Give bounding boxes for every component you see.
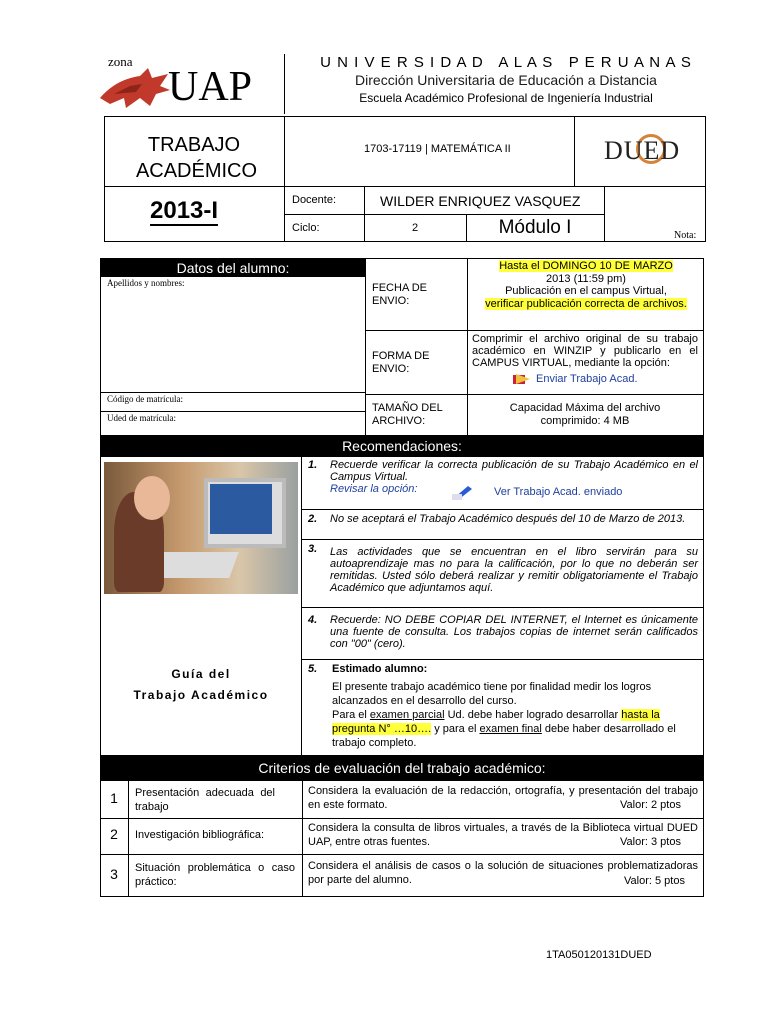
- modulo-label: Módulo I: [498, 217, 572, 238]
- tamano-text: Capacidad Máxima del archivo comprimido: 4 MB: [509, 402, 661, 427]
- send-icon: [512, 372, 532, 386]
- fecha-text: Hasta el DOMINGO 10 DE MARZO 2013 (11:59 pm) Publicación en el campus Virtual, verificar publicación correcta de archivos.: [485, 260, 687, 310]
- student-section-title: Datos del alumno:: [101, 259, 365, 277]
- griffin-icon: [96, 64, 174, 114]
- uded-label: Uded de matrícula:: [107, 413, 176, 423]
- title-line1: TRABAJO: [147, 134, 241, 156]
- recommendation-4: 4. Recuerde: NO DEBE COPIAR DEL INTERNET, el Internet es únicamente una fuente de consulta. Los trabajos copias de internet serán calificados con "00" (cero).: [302, 608, 704, 660]
- estimado-title: Estimado alumno:: [332, 663, 428, 675]
- year-label: 2013-I: [150, 197, 219, 224]
- recommendation-1: 1. Recuerde verificar la correcta publicación de su Trabajo Académico en el Campus Virtual. Revisar la opción: Ver Trabajo Acad. enviado: [302, 456, 704, 510]
- recommendation-3: 3. Las actividades que se encuentran en el libro servirán para su autoaprendizaje mas no para la calificación, por lo que no deberán ser remitidas. Usted sólo deberá realizar y remitir obligatoriamente el Trabajo Académico que adjuntamos aquí.: [302, 540, 704, 608]
- forma-label: FORMA DE ENVIO:: [372, 350, 430, 375]
- logo-prefix: zona: [108, 54, 133, 69]
- direction-name: Dirección Universitaria de Educación a Distancia: [355, 72, 657, 88]
- school-name: Escuela Académico Profesional de Ingeniería Industrial: [359, 91, 653, 105]
- docente-label: Docente:: [292, 194, 337, 206]
- logo-text: UAP: [168, 64, 253, 110]
- criteria-row: 1 Presentación adecuada del trabajo Considera la evaluación de la redacción, ortografía, y presentación del trabajo en este formato. Valor: 2 ptos: [110, 785, 698, 813]
- university-name: U N I V E R S I D A D A L A S P E R U A N A S: [320, 54, 692, 71]
- uap-logo: [96, 52, 276, 116]
- enviar-trabajo-button[interactable]: Enviar Trabajo Acad.: [512, 372, 652, 388]
- guide-title: Guía del Trabajo Académico: [133, 667, 269, 702]
- recommendation-2: 2. No se aceptará el Trabajo Académico después del 10 de Marzo de 2013.: [302, 510, 704, 540]
- fecha-label: FECHA DE ENVIO:: [372, 282, 428, 307]
- docente-value: WILDER ENRIQUEZ VASQUEZ: [380, 193, 581, 209]
- criteria-row: 2 Investigación bibliográfica: Considera la consulta de libros virtuales, a través de la Biblioteca virtual DUED UAP, entre otras fuentes. Valor: 3 ptos: [110, 822, 698, 848]
- pen-icon: [452, 484, 474, 500]
- criteria-row: 3 Situación problemática o caso práctico: Considera el análisis de casos o la solución de situaciones problematizadoras por parte del alumno. Valor: 5 ptos: [110, 860, 698, 888]
- names-label: Apellidos y nombres:: [107, 278, 185, 288]
- ciclo-label: Ciclo:: [292, 222, 320, 234]
- title-line2: ACADÉMICO: [135, 160, 258, 182]
- course-code: 1703-17119 | MATEMÁTICA II: [364, 143, 511, 155]
- student-photo: [104, 462, 298, 594]
- nota-label: Nota:: [674, 230, 697, 241]
- footer-code: 1TA050120131DUED: [546, 949, 652, 961]
- ciclo-value: 2: [411, 222, 419, 234]
- ver-trabajo-button[interactable]: Ver Trabajo Acad. enviado: [452, 484, 632, 502]
- code-label: Código de matrícula:: [107, 394, 183, 404]
- forma-text: Comprimir el archivo original de su trabajo académico en WINZIP y publicarlo en el CAMPUS VIRTUAL, mediante la opción:: [472, 333, 698, 369]
- criteria-title: Criterios de evaluación del trabajo académico:: [100, 756, 704, 780]
- recommendations-title: Recomendaciones:: [100, 436, 704, 456]
- dued-logo: DUED: [604, 136, 681, 165]
- tamano-label: TAMAÑO DEL ARCHIVO:: [372, 402, 443, 427]
- recommendation-5: 5. Estimado alumno: El presente trabajo académico tiene por finalidad medir los logros alcanzados en el desarrollo del curso. Para el examen parcial Ud. debe haber logrado desarrollar hasta la pregunta N° …10…. y para el examen final debe haber desarrollado el trabajo completo.: [308, 663, 676, 749]
